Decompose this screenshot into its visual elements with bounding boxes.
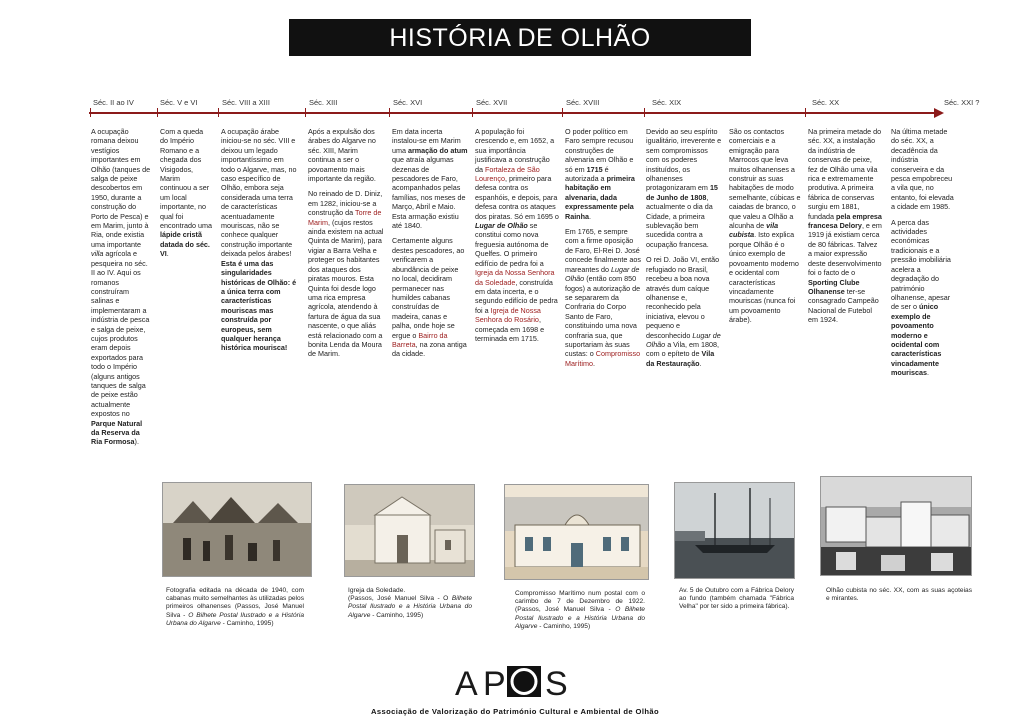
photo-fabrica-delory bbox=[674, 482, 795, 579]
timeline-tick bbox=[90, 108, 91, 117]
text-column-sec-xiii: Após a expulsão dos árabes do Algarve no séc. XIII, Marim continua a ser o povoamento mais importante da região. No reinado de D. Diniz, em 1282, iniciou-se a construção da Torre de Marim, (cujos restos ainda existem na actual Quinta de Marim), para vigiar a Barra Velha e proteger os habitantes dos ataques dos piratas mouros. Esta Quinta foi desde logo uma rica empresa agrícola, atendendo à fartura de água da sua nascente, o que aliás está relacionado com a bonita Lenda da Moura de Marim. bbox=[308, 127, 384, 359]
period-label: Séc. XVII bbox=[476, 98, 508, 107]
timeline-tick bbox=[472, 108, 473, 117]
period-label: Séc. XIX bbox=[652, 98, 682, 107]
text-column-sec-xvii: A população foi crescendo e, em 1652, a sua importância justificava a construção da Fortaleza de São Lourenço, primeiro para defesa contra os espanhóis, e depois, para defesa contra os ataques dos piratas. Só em 1695 o Lugar de Olhão se constitui como nova freguesia autónoma de Quelfes. O primeiro edifício de pedra foi a Igreja da Nossa Senhora da Soledade, construída em data incerta, e o segundo edifício de pedra foi a Igreja de Nossa Senhora do Rosário, começada em 1698 e terminada em 1715. bbox=[475, 127, 559, 343]
photo-caption: Av. 5 de Outubro com a Fábrica Delory ao fundo (também chamada "Fábrica Velha" por ter sido a primeira fábrica). bbox=[679, 587, 794, 611]
timeline-tick bbox=[644, 108, 645, 117]
period-label: Séc. XIII bbox=[309, 98, 338, 107]
photo-fishermen-huts bbox=[162, 482, 312, 577]
photo-caption: Igreja da Soledade. (Passos, José Manuel Silva - O Bilhete Postal Ilustrado e a História Urbana do Algarve - Caminho, 1995) bbox=[348, 587, 472, 619]
period-label: Séc. XVIII bbox=[566, 98, 600, 107]
photo-caption: Compromisso Marítimo num postal com o carimbo de 7 de Dezembro de 1922. (Passos, José Manuel Silva - O Bilhete Postal Ilustrado e a História Urbana do Algarve - Caminho, 1995) bbox=[515, 590, 645, 630]
timeline-tick bbox=[805, 108, 806, 117]
building-illustration bbox=[505, 485, 649, 580]
apos-logo bbox=[455, 664, 573, 698]
text-column-sec-xix: Devido ao seu espírito igualitário, irreverente e sem compromissos com os poderes instituídos, os olhanenses protagonizaram em 15 de Junho de 1808, actualmente o dia da Cidade, a primeira sublevação bem sucedida contra a ocupação francesa. O rei D. João VI, então refugiado no Brasil, recebeu a boa nova através dum caíque olhanense e, reconhecido pela iniciativa, elevou o pequeno e desconhecido Lugar de Olhão a Vila, em 1808, com o epíteto de Vila da Restauração. bbox=[646, 127, 722, 368]
timeline-arrow-icon bbox=[934, 108, 944, 118]
period-label: Séc. XXI ? bbox=[944, 98, 980, 107]
timeline-tick bbox=[389, 108, 390, 117]
svg-text:S: S bbox=[545, 665, 568, 698]
text-column-visigoth: Com a queda do Império Romano e a chegada dos Visigodos, Marim continuou a ser um local importante, no qual foi encontrado uma lápide cristã datada do séc. VI. bbox=[160, 127, 212, 259]
period-label: Séc. II ao IV bbox=[93, 98, 134, 107]
svg-text:A: A bbox=[455, 665, 477, 698]
text-column-cubist: São os contactos comerciais e a emigração para Marrocos que leva muitos olhanenses a construir as suas habitações de modo semelhante, cúbicas e caiadas de branco, o que valeu a Olhão a alcunha de vila cubista. Isto explica porque Olhão é o único exemplo de povoamento moderno e ocidental com características vincadamente mouriscas (nunca foi um povoamento árabe). bbox=[729, 127, 801, 325]
timeline-tick bbox=[562, 108, 563, 117]
photo-caption: Olhão cubista no séc. XX, com as suas açoteias e mirantes. bbox=[826, 587, 972, 603]
text-column-sec-xxi: Na última metade do séc. XX, a decadência da indústria conserveira e da pesca empobreceu a vila que, no entanto, foi elevada a cidade em 1985. A perca das actividades económicas tradicionais e a pressão imobiliária acelera a degradação do património olhanense, apesar de ser o único exemplo de povoamento moderno e ocidental com características vincadamente mouriscas. bbox=[891, 127, 954, 378]
text-column-roman: A ocupação romana deixou vestígios importantes em Olhão (tanques de salga de peixe descobertos em 1950, durante a construção do Porto de Pesca) e em Marim, junto à Ria, onde existia uma importante villa agrícola e pesqueira no séc. II ao IV. Aqui os romanos construíram salinas e implementaram a indústria de pesca e salga de peixe, cujos produtos eram depois exportados para todo o Império (alguns antigos tanques de salga de peixe estão actualmente expostos no Parque Natural da Reserva da Ria Formosa). bbox=[91, 127, 151, 447]
photo-olhao-cubista bbox=[820, 476, 972, 576]
text-column-sec-xx: Na primeira metade do séc. XX, a instalação da indústria de conservas de peixe, fez de Olhão uma vila rica e extremamente produtiva. A primeira fábrica de conservas surgiu em 1881, fundada pela empresa francesa Delory, e em 1919 já existiam cerca de 80 fábricas. Talvez a maior expressão deste desenvolvimento foi o facto de o Sporting Clube Olhanense ter-se consagrado Campeão Nacional de Futebol em 1924. bbox=[808, 127, 882, 325]
photo-caption: Fotografia editada na década de 1940, com cabanas muito semelhantes às utilizadas pelos primeiros olhanenses (Passos, José Manuel Silva - O Bilhete Postal Ilustrado e a História Urbana do Algarve - Caminho, 1995) bbox=[166, 587, 304, 627]
period-label: Séc. V e VI bbox=[160, 98, 198, 107]
text-column-sec-xviii: O poder político em Faro sempre recusou construções de alvenaria em Olhão e só em 1715 é autorizada a primeira habitação em alvenaria, dada expressamente pela Rainha. Em 1765, e sempre com a firme oposição de Faro, El-Rei D. José concede finalmente aos mareantes do Lugar de Olhão (então com 850 fogos) a autorização de se separarem da Confraria do Corpo Santo de Faro, constituindo uma nova confraria sua, que suportariam às suas custas: o Compromisso Marítimo. bbox=[565, 127, 641, 368]
period-label: Séc. VIII a XIII bbox=[222, 98, 270, 107]
timeline-line bbox=[89, 112, 937, 114]
period-label: Séc. XVI bbox=[393, 98, 423, 107]
svg-text:P: P bbox=[483, 665, 506, 698]
text-column-sec-xvi: Em data incerta instalou-se em Marim uma armação do atum que atraía algumas dezenas de pescadores de Faro, acompanhados pelas famílias, nos meses de Março, Abril e Maio. Esta armação existiu até 1840. Certamente alguns destes pescadores, ao verificarem a abundância de peixe no local, decidiram permanecer nas humildes cabanas construídas de madeira, canas e palha, onde hoje se ergue o Bairro da Barreta, na zona antiga da cidade. bbox=[392, 127, 468, 359]
association-name: Associação de Valorização do Património Cultural e Ambiental de Olhão bbox=[370, 707, 660, 716]
huts-illustration bbox=[163, 483, 312, 577]
page-title: HISTÓRIA DE OLHÃO bbox=[289, 19, 751, 56]
photo-soledade-church bbox=[344, 484, 475, 577]
photo-compromisso-maritimo bbox=[504, 484, 649, 580]
apos-logo-icon bbox=[455, 664, 573, 698]
timeline-tick bbox=[305, 108, 306, 117]
harbour-illustration bbox=[675, 483, 795, 579]
period-label: Séc. XX bbox=[812, 98, 840, 107]
timeline-tick bbox=[157, 108, 158, 117]
rooftops-illustration bbox=[821, 477, 972, 576]
timeline-tick bbox=[218, 108, 219, 117]
text-column-arab: A ocupação árabe iniciou-se no séc. VIII e deixou um legado importantíssimo em todo o Algarve, mas, no caso específico de Olhão, embora seja considerada uma terra de características acentuadamente mouriscas, não se conhece qualquer construção importante deixada pelos árabes! Esta é uma das singularidades históricas de Olhão: é a única terra com características mouriscas mas construída por europeus, sem qualquer herança histórica mourisca! bbox=[221, 127, 297, 353]
church-illustration bbox=[345, 485, 475, 577]
